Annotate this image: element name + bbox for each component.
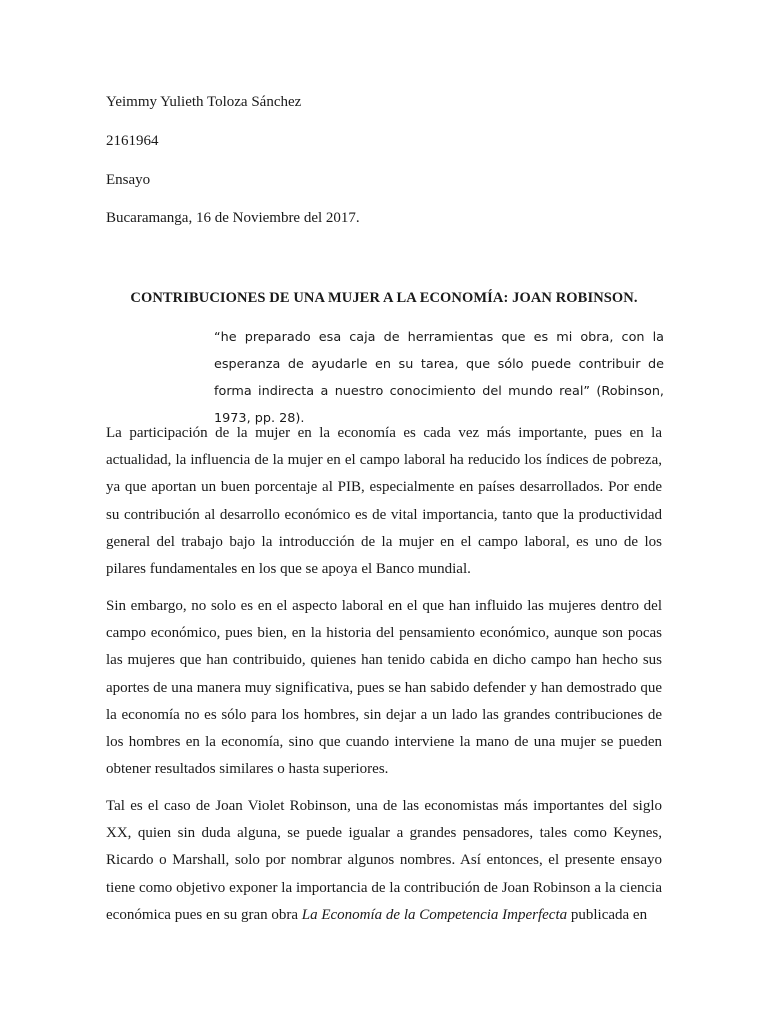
- place-date: Bucaramanga, 16 de Noviembre del 2017.: [106, 210, 360, 226]
- paragraph-1: La participación de la mujer en la economía es cada vez más importante, pues en la actualidad, la influencia de la mujer en el campo laboral ha reducido los índices de pobreza, ya que aportan un buen porcentaje al PIB, especialmente en países desarrollados. Por ende su contribución al desarrollo económico es de vital importancia, tanto que la productividad general del trabajo bajo la introducción de la mujer en el campo laboral, es uno de los pilares fundamentales en los que se apoya el Banco mundial.: [106, 425, 662, 578]
- paragraph-3-end: publicada en: [567, 906, 648, 923]
- essay-title: CONTRIBUCIONES DE UNA MUJER A LA ECONOMÍA: JOAN ROBINSON.: [130, 290, 638, 306]
- author-name: Yeimmy Yulieth Toloza Sánchez: [106, 94, 302, 110]
- paragraph-3-start: Tal es el caso de Joan Violet Robinson, una de las economistas más importantes del siglo XX, quien sin duda alguna, se puede igualar a grandes pensadores, tales como Keynes, Ricardo o Marshall, solo por nombrar algunos nombres. Así entonces, el presente ensayo tiene como objetivo exponer la importancia de la contribución de Joan Robinson a la ciencia económica pues en su gran obra: [106, 798, 662, 923]
- book-title: La Economía de la Competencia Imperfecta: [301, 906, 568, 923]
- paragraph-3: [106, 793, 662, 929]
- document-type: Ensayo: [106, 172, 151, 188]
- student-id: 2161964: [106, 133, 159, 149]
- paragraph-2: Sin embargo, no solo es en el aspecto laboral en el que han influido las mujeres dentro del campo económico, pues bien, en la historia del pensamiento económico, aunque son pocas las mujeres que han contribuido, quienes han tenido cabida en dicho campo han hecho sus aportes de una manera muy significativa, pues se han sabido defender y han demostrado que la economía no es sólo para los hombres, sin dejar a un lado las grandes contribuciones de los hombres en la economía, sino que cuando interviene la mano de una mujer se pueden obtener resultados similares o hasta superiores.: [106, 598, 662, 778]
- epigraph-quote: “he preparado esa caja de herramientas que es mi obra, con la esperanza de ayudarle en su tarea, que sólo puede contribuir de forma indirecta a nuestro conocimiento del mundo real” (Robinson, 1973, pp. 28).: [214, 330, 664, 426]
